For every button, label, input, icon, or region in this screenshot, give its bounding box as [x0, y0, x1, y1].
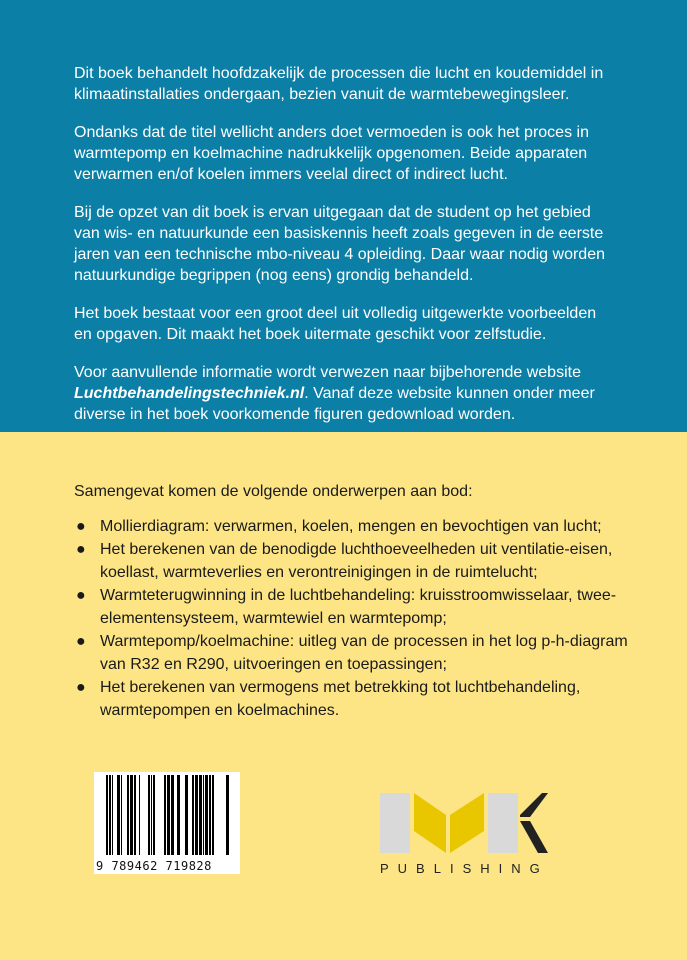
text-line: Bij de opzet van dit boek is ervan uitgegaan dat de student op het gebied — [74, 204, 591, 221]
barcode-bar — [148, 775, 150, 855]
text: . Vanaf deze website kunnen onder meer — [304, 385, 595, 402]
barcode-bar — [164, 775, 166, 855]
isbn-number: 9 789462 719828 — [96, 859, 212, 873]
barcode-bars — [106, 775, 230, 855]
paragraph — [74, 202, 687, 286]
barcode-bar — [153, 775, 155, 855]
barcode-bar — [192, 775, 194, 855]
isbn-barcode — [94, 772, 240, 874]
barcode-bar — [127, 775, 129, 855]
barcode-bar — [185, 775, 188, 855]
paragraph — [74, 122, 687, 185]
barcode-bar — [134, 775, 136, 855]
description-panel — [0, 0, 687, 432]
barcode-bar — [117, 775, 120, 855]
barcode-bar — [151, 775, 152, 855]
text-line: Dit boek behandelt hoofdzakelijk de processen die lucht en koudemiddel in — [74, 65, 604, 82]
bullet-icon: ● — [76, 679, 86, 696]
text-line: van R32 en R290, uitvoeringen en toepassingen; — [100, 656, 447, 673]
topic-item — [74, 538, 687, 584]
topic-item — [74, 515, 687, 538]
barcode-bar — [177, 775, 180, 855]
barcode-bar — [203, 775, 204, 855]
text-line: Warmtepomp/koelmachine: uitleg van de processen in het log p-h-diagram — [100, 633, 628, 650]
text-line — [74, 383, 687, 404]
topic-item — [74, 584, 687, 630]
website-paragraph — [74, 362, 687, 425]
text-line: Warmteterugwinning in de luchtbehandeling: kruisstroomwisselaar, twee- — [100, 587, 617, 604]
bullet-icon: ● — [76, 518, 86, 535]
text-line: jaren van een technische mbo-niveau 4 opleiding. Daar waar nodig worden — [74, 246, 605, 263]
topics-panel — [0, 432, 687, 960]
text-line: warmtepomp en koelmachine nadrukkelijk opgenomen. Beide apparaten — [74, 145, 588, 162]
text-line: Ondanks dat de titel wellicht anders doet vermoeden is ook het proces in — [74, 124, 589, 141]
barcode-bar — [139, 775, 140, 855]
imk-publishing-logo — [380, 793, 550, 883]
text-line: Mollierdiagram: verwarmen, koelen, mengen en bevochtigen van lucht; — [100, 518, 602, 535]
text-line: Voor aanvullende informatie wordt verwezen naar bijbehorende website — [74, 364, 581, 381]
topics-list — [74, 515, 687, 722]
paragraph — [74, 303, 687, 345]
barcode-bar — [167, 775, 170, 855]
text-line: klimaatinstallaties ondergaan, bezien vanuit de warmtebewegingsleer. — [74, 86, 570, 103]
barcode-bar — [112, 775, 113, 855]
barcode-bar — [109, 775, 111, 855]
barcode-bar — [171, 775, 174, 855]
bullet-icon: ● — [76, 633, 86, 650]
text-line: verwarmen en/of koelen immers veelal direct of indirect lucht. — [74, 166, 508, 183]
barcode-bar — [121, 775, 122, 855]
bullet-icon: ● — [76, 541, 86, 558]
topics-intro: Samengevat komen de volgende onderwerpen aan bod: — [74, 483, 473, 500]
barcode-bar — [226, 775, 229, 855]
barcode-bar — [212, 775, 214, 855]
paragraph — [74, 63, 687, 105]
text-line: en opgaven. Dit maakt het boek uitermate geschikt voor zelfstudie. — [74, 326, 547, 343]
text-line: van wis- en natuurkunde een basiskennis heeft zoals gegeven in de eerste — [74, 225, 604, 242]
publishing-tagline: PUBLISHING — [380, 861, 549, 876]
text-line: Het boek bestaat voor een groot deel uit volledig uitgewerkte voorbeelden — [74, 305, 597, 322]
barcode-bar — [195, 775, 198, 855]
barcode-bar — [199, 775, 202, 855]
barcode-bar — [130, 775, 133, 855]
text-line: warmtepompen en koelmachines. — [100, 702, 340, 719]
text-line: elementensysteem, warmtewiel en warmtepomp; — [100, 610, 447, 627]
text-line: natuurkundige begrippen (nog eens) grondig behandeld. — [74, 267, 474, 284]
topic-item — [74, 676, 687, 722]
text-line: koellast, warmteverlies en verontreinigingen in de ruimtelucht; — [100, 564, 538, 581]
website-link[interactable]: Luchtbehandelingstechniek.nl — [74, 385, 305, 402]
barcode-bar — [106, 775, 108, 855]
barcode-bar — [209, 775, 211, 855]
topic-item — [74, 630, 687, 676]
text-line: Het berekenen van de benodigde luchthoeveelheden uit ventilatie-eisen, — [100, 541, 613, 558]
text-line: diverse in het boek voorkomende figuren gedownload worden. — [74, 406, 516, 423]
imk-logo-mark — [380, 793, 550, 855]
bullet-icon: ● — [76, 587, 86, 604]
text-line: Het berekenen van vermogens met betrekking tot luchtbehandeling, — [100, 679, 581, 696]
barcode-bar — [205, 775, 208, 855]
